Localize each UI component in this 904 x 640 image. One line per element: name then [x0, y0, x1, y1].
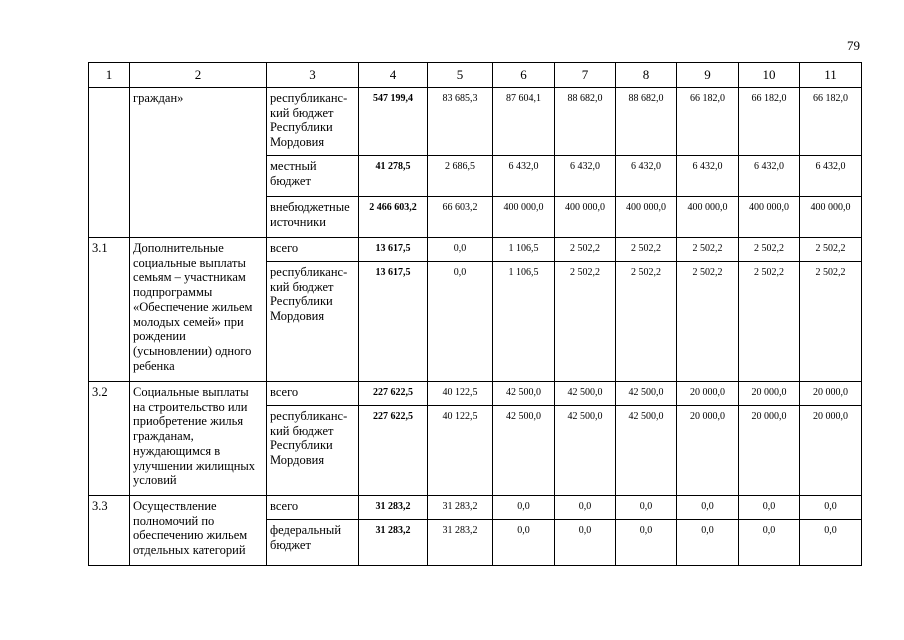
item-name: граждан» [130, 88, 267, 238]
year-value: 88 682,0 [555, 88, 616, 156]
column-number: 11 [800, 63, 862, 88]
year-value: 0,0 [428, 262, 493, 382]
year-value: 42 500,0 [493, 382, 555, 406]
item-code: 3.3 [89, 496, 130, 566]
column-number: 4 [359, 63, 428, 88]
total-value: 2 466 603,2 [359, 197, 428, 238]
table-body [89, 63, 862, 566]
year-value: 2 502,2 [677, 238, 739, 262]
year-value: 2 502,2 [616, 262, 677, 382]
column-number: 3 [267, 63, 359, 88]
year-value: 87 604,1 [493, 88, 555, 156]
year-value: 2 502,2 [677, 262, 739, 382]
year-value: 1 106,5 [493, 238, 555, 262]
item-code: 3.1 [89, 238, 130, 382]
year-value: 66 182,0 [739, 88, 800, 156]
total-value: 227 622,5 [359, 406, 428, 496]
year-value: 2 502,2 [800, 262, 862, 382]
total-value: 31 283,2 [359, 520, 428, 566]
table-row [89, 382, 862, 406]
year-value: 400 000,0 [493, 197, 555, 238]
header-row [89, 63, 862, 88]
year-value: 2 502,2 [800, 238, 862, 262]
item-name: Осуществление полномочий по обеспечению жильем отдельных категорий [130, 496, 267, 566]
column-number: 7 [555, 63, 616, 88]
total-value: 227 622,5 [359, 382, 428, 406]
year-value: 31 283,2 [428, 496, 493, 520]
year-value: 6 432,0 [493, 156, 555, 197]
year-value: 400 000,0 [739, 197, 800, 238]
year-value: 0,0 [616, 496, 677, 520]
funding-source: местный бюджет [267, 156, 359, 197]
item-code [89, 88, 130, 238]
year-value: 6 432,0 [616, 156, 677, 197]
funding-source: всего [267, 496, 359, 520]
column-number: 9 [677, 63, 739, 88]
item-name: Социальные выплаты на строительство или приобретение жилья гражданам, нуждающимся в улучшении жилищных условий [130, 382, 267, 496]
year-value: 400 000,0 [677, 197, 739, 238]
year-value: 20 000,0 [677, 406, 739, 496]
year-value: 2 502,2 [555, 238, 616, 262]
year-value: 20 000,0 [739, 382, 800, 406]
funding-source: республиканс- кий бюджет Республики Мордовия [267, 88, 359, 156]
column-number: 10 [739, 63, 800, 88]
year-value: 42 500,0 [493, 406, 555, 496]
year-value: 0,0 [555, 520, 616, 566]
year-value: 40 122,5 [428, 406, 493, 496]
year-value: 31 283,2 [428, 520, 493, 566]
budget-table [88, 62, 862, 566]
column-number: 2 [130, 63, 267, 88]
year-value: 0,0 [677, 520, 739, 566]
year-value: 0,0 [555, 496, 616, 520]
column-number: 8 [616, 63, 677, 88]
year-value: 0,0 [493, 520, 555, 566]
page-number: 79 [847, 38, 860, 53]
funding-source: всего [267, 382, 359, 406]
year-value: 6 432,0 [800, 156, 862, 197]
year-value: 42 500,0 [555, 382, 616, 406]
year-value: 0,0 [739, 496, 800, 520]
item-code: 3.2 [89, 382, 130, 496]
total-value: 31 283,2 [359, 496, 428, 520]
year-value: 40 122,5 [428, 382, 493, 406]
total-value: 13 617,5 [359, 238, 428, 262]
column-number: 6 [493, 63, 555, 88]
year-value: 0,0 [428, 238, 493, 262]
year-value: 83 685,3 [428, 88, 493, 156]
item-name: Дополнительные социальные выплаты семьям – участникам подпрограммы «Обеспечение жильем молодых семей» при рождении (усыновлении) одного ребенка [130, 238, 267, 382]
funding-source: федеральный бюджет [267, 520, 359, 566]
year-value: 0,0 [616, 520, 677, 566]
table-row [89, 88, 862, 156]
year-value: 6 432,0 [739, 156, 800, 197]
year-value: 0,0 [739, 520, 800, 566]
year-value: 6 432,0 [555, 156, 616, 197]
year-value: 20 000,0 [800, 406, 862, 496]
table-row [89, 238, 862, 262]
funding-source: республиканс- кий бюджет Республики Мордовия [267, 406, 359, 496]
year-value: 0,0 [493, 496, 555, 520]
total-value: 13 617,5 [359, 262, 428, 382]
column-number: 1 [89, 63, 130, 88]
year-value: 1 106,5 [493, 262, 555, 382]
year-value: 6 432,0 [677, 156, 739, 197]
year-value: 2 502,2 [616, 238, 677, 262]
column-number: 5 [428, 63, 493, 88]
year-value: 66 182,0 [800, 88, 862, 156]
year-value: 400 000,0 [800, 197, 862, 238]
year-value: 42 500,0 [616, 382, 677, 406]
total-value: 547 199,4 [359, 88, 428, 156]
year-value: 20 000,0 [739, 406, 800, 496]
year-value: 20 000,0 [677, 382, 739, 406]
year-value: 66 603,2 [428, 197, 493, 238]
year-value: 2 502,2 [739, 262, 800, 382]
funding-source: всего [267, 238, 359, 262]
table-row [89, 496, 862, 520]
year-value: 0,0 [800, 496, 862, 520]
funding-source: внебюджетные источники [267, 197, 359, 238]
year-value: 20 000,0 [800, 382, 862, 406]
year-value: 2 502,2 [739, 238, 800, 262]
year-value: 88 682,0 [616, 88, 677, 156]
funding-source: республиканс- кий бюджет Республики Мордовия [267, 262, 359, 382]
year-value: 42 500,0 [616, 406, 677, 496]
year-value: 2 686,5 [428, 156, 493, 197]
year-value: 42 500,0 [555, 406, 616, 496]
year-value: 0,0 [677, 496, 739, 520]
year-value: 400 000,0 [555, 197, 616, 238]
year-value: 2 502,2 [555, 262, 616, 382]
total-value: 41 278,5 [359, 156, 428, 197]
year-value: 400 000,0 [616, 197, 677, 238]
year-value: 0,0 [800, 520, 862, 566]
year-value: 66 182,0 [677, 88, 739, 156]
